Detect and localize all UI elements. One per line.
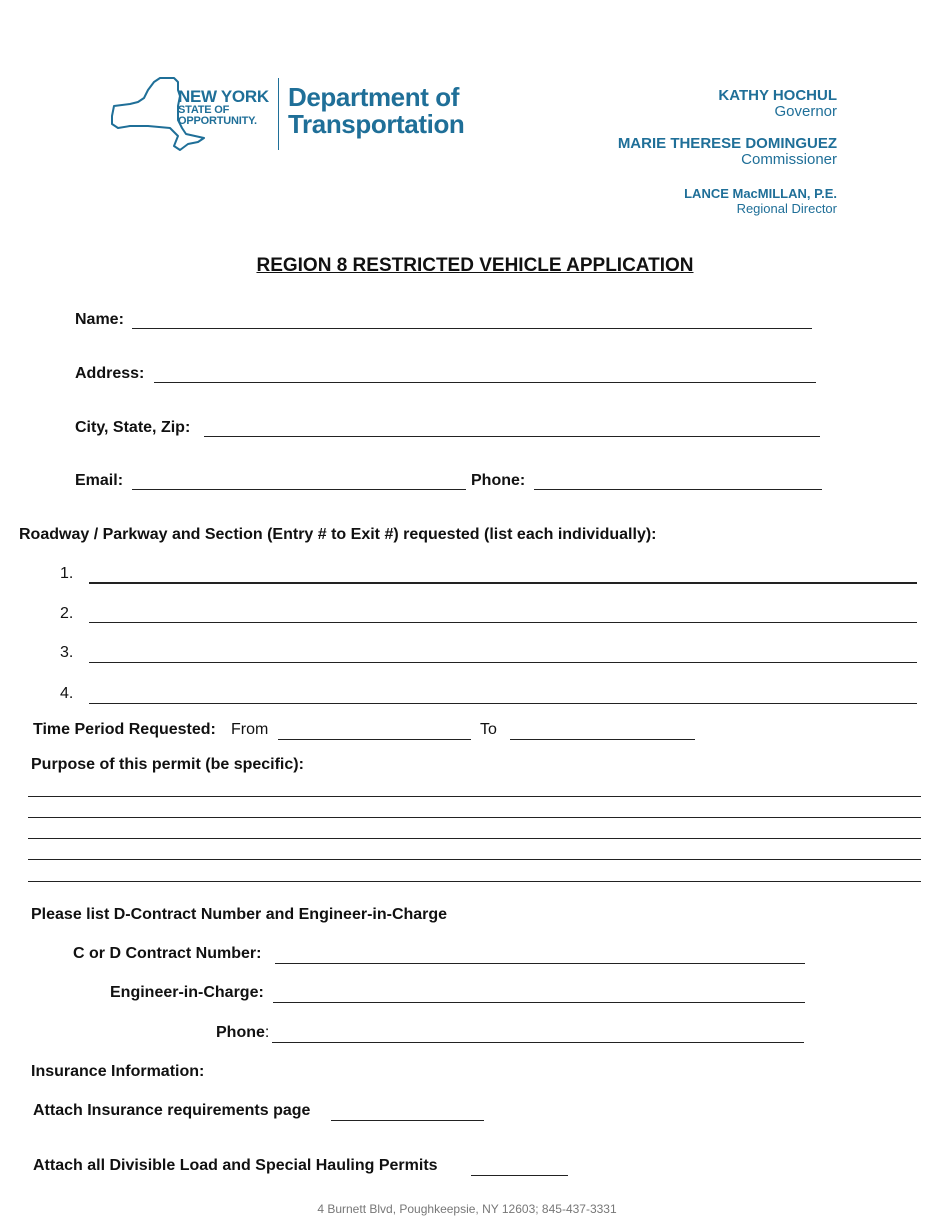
roadway-item-number: 1. xyxy=(60,565,74,582)
official-name: KATHY HOCHUL xyxy=(718,87,837,104)
purpose-line-3[interactable] xyxy=(28,838,921,839)
officials-block xyxy=(618,88,837,216)
contract-phone-label xyxy=(216,1024,269,1042)
name-label: Name: xyxy=(75,311,124,328)
attach-insurance-label: Attach Insurance requirements page xyxy=(33,1102,311,1119)
official-regional-director xyxy=(618,186,837,216)
roadway-field-2[interactable] xyxy=(89,622,917,623)
engineer-label: Engineer-in-Charge: xyxy=(110,984,264,1001)
attach-permits-label: Attach all Divisible Load and Special Hauling Permits xyxy=(33,1157,438,1174)
engineer-field[interactable] xyxy=(273,1002,805,1003)
roadway-field-1[interactable] xyxy=(89,582,917,584)
roadway-heading: Roadway / Parkway and Section (Entry # to Exit #) requested (list each individually): xyxy=(19,526,657,543)
insurance-heading: Insurance Information: xyxy=(31,1063,205,1080)
address-label: Address: xyxy=(75,365,145,382)
official-title: Governor xyxy=(774,103,837,120)
contract-phone-field[interactable] xyxy=(272,1042,804,1043)
purpose-line-4[interactable] xyxy=(28,859,921,860)
department-name xyxy=(288,84,464,138)
time-from-label: From xyxy=(231,721,269,738)
time-to-field[interactable] xyxy=(510,739,695,740)
official-title: Commissioner xyxy=(741,151,837,168)
department-line-2: Transportation xyxy=(288,109,465,139)
ny-tagline-1: STATE OF xyxy=(178,104,230,116)
contract-phone-text: Phone xyxy=(216,1024,265,1041)
ny-state-name: NEW YORK xyxy=(178,87,269,106)
contract-phone-colon: : xyxy=(264,1024,270,1041)
logo-divider xyxy=(278,78,279,150)
purpose-line-2[interactable] xyxy=(28,817,921,818)
form-title: REGION 8 RESTRICTED VEHICLE APPLICATION xyxy=(256,255,694,276)
official-commissioner xyxy=(618,136,837,168)
footer-address: 4 Burnett Blvd, Poughkeepsie, NY 12603; 845-437-3331 xyxy=(317,1202,617,1216)
city-state-zip-label: City, State, Zip: xyxy=(75,419,191,436)
city-state-zip-field[interactable] xyxy=(204,436,820,437)
address-field[interactable] xyxy=(154,382,816,383)
roadway-item-number: 3. xyxy=(60,644,74,661)
attach-insurance-field[interactable] xyxy=(331,1120,484,1121)
time-period-label: Time Period Requested: xyxy=(33,721,216,738)
department-line-1: Department of xyxy=(288,82,460,112)
ny-tagline-2: OPPORTUNITY. xyxy=(178,115,257,127)
contract-heading: Please list D-Contract Number and Engineer-in-Charge xyxy=(31,906,448,923)
time-from-field[interactable] xyxy=(278,739,471,740)
contract-number-label: C or D Contract Number: xyxy=(73,945,262,962)
phone-label: Phone: xyxy=(471,472,526,489)
purpose-label: Purpose of this permit (be specific): xyxy=(31,756,304,773)
email-field[interactable] xyxy=(132,489,466,490)
contract-number-field[interactable] xyxy=(275,963,805,964)
official-name: LANCE MacMILLAN, P.E. xyxy=(684,186,837,201)
time-to-label: To xyxy=(480,721,497,738)
phone-field[interactable] xyxy=(534,489,822,490)
ny-wordmark xyxy=(178,88,269,127)
roadway-item-number: 2. xyxy=(60,605,74,622)
email-label: Email: xyxy=(75,472,124,489)
purpose-line-1[interactable] xyxy=(28,796,921,797)
purpose-line-5[interactable] xyxy=(28,881,921,882)
attach-permits-field[interactable] xyxy=(471,1175,568,1176)
official-name: MARIE THERESE DOMINGUEZ xyxy=(617,135,837,152)
roadway-field-3[interactable] xyxy=(89,662,917,663)
official-title: Regional Director xyxy=(736,201,837,216)
nysdot-logo xyxy=(108,76,488,156)
official-governor xyxy=(618,88,837,120)
roadway-field-4[interactable] xyxy=(89,703,917,704)
roadway-item-number: 4. xyxy=(60,685,74,702)
name-field[interactable] xyxy=(132,328,812,329)
